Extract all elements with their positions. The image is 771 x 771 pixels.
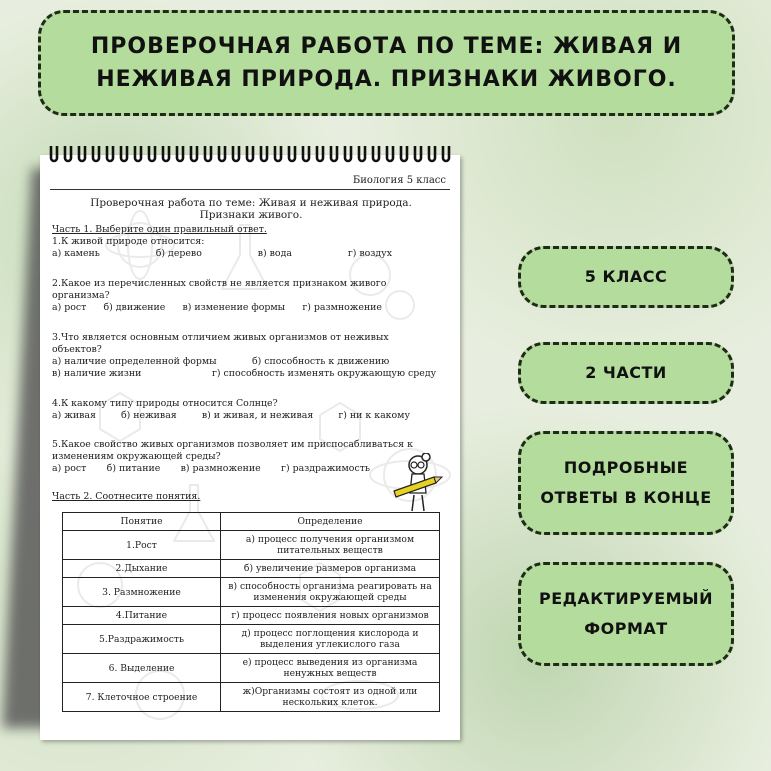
table-row xyxy=(63,683,440,712)
table-row xyxy=(63,531,440,560)
q3-line1: 3.Что является основным отличием живых организмов от неживых xyxy=(52,332,389,343)
badge-answers xyxy=(518,431,734,535)
q5-options xyxy=(52,463,370,475)
table-row xyxy=(63,625,440,654)
q3-options-row2 xyxy=(52,368,450,380)
q4-option-b: б) неживая xyxy=(120,410,177,421)
q4-option-a: а) живая xyxy=(52,410,96,421)
badge-parts xyxy=(518,342,734,404)
q1-option-c: в) вода xyxy=(257,248,292,259)
part1-heading: Часть 1. Выберите один правильный ответ. xyxy=(52,224,267,235)
q2-line2: организма? xyxy=(52,290,110,301)
badge-format-text: РЕДАКТИРУЕМЫЙ ФОРМАТ xyxy=(538,589,714,638)
table-cell-concept: 3. Размножение xyxy=(63,578,221,607)
table-cell-concept: 7. Клеточное строение xyxy=(63,683,221,712)
q1-option-d: г) воздух xyxy=(347,248,392,259)
worksheet-subject: Биология 5 класс xyxy=(352,175,446,186)
q2-option-d: г) размножение xyxy=(302,302,382,313)
q5-option-b: б) питание xyxy=(106,463,161,474)
q4-option-d: г) ни к какому xyxy=(338,410,410,421)
table-cell-concept: 5.Раздражимость xyxy=(63,625,221,654)
q1-options xyxy=(52,248,392,260)
table-cell-concept: 4.Питание xyxy=(63,607,221,625)
q4-text: 4.К какому типу природы относится Солнце? xyxy=(52,398,278,409)
table-cell-concept: 1.Рост xyxy=(63,531,221,560)
banner-title: ПРОВЕРОЧНАЯ РАБОТА ПО ТЕМЕ: ЖИВАЯ И НЕЖИВАЯ ПРИРОДА. ПРИЗНАКИ ЖИВОГО. xyxy=(90,34,683,92)
q5-option-a: а) рост xyxy=(52,463,87,474)
worksheet-title-line2: Признаки живого. xyxy=(199,209,303,221)
table-cell-definition: е) процесс выведения из организма ненужных веществ xyxy=(221,654,440,683)
table-header-concept: Понятие xyxy=(63,513,221,531)
badge-grade-text: 5 КЛАСС xyxy=(584,267,668,286)
q4-options xyxy=(52,410,410,422)
badge-answers-text: ПОДРОБНЫЕ ОТВЕТЫ В КОНЦЕ xyxy=(540,458,712,507)
spiral-binding xyxy=(40,140,460,170)
badge-parts-text: 2 ЧАСТИ xyxy=(585,363,667,382)
q1-text: 1.К живой природе относится: xyxy=(52,236,205,247)
table-row xyxy=(63,578,440,607)
q2-options xyxy=(52,302,382,314)
q5-line2: изменениям окружающей среды? xyxy=(52,451,221,462)
q2 xyxy=(52,278,450,314)
matching-table xyxy=(62,512,440,712)
q2-line1: 2.Какое из перечисленных свойств не является признаком живого xyxy=(52,278,387,289)
q1-option-a: а) камень xyxy=(52,248,100,259)
badge-format xyxy=(518,562,734,666)
q4 xyxy=(52,398,450,422)
table-cell-definition: в) способность организма реагировать на изменения окружающей среды xyxy=(221,578,440,607)
q2-option-a: а) рост xyxy=(52,302,87,313)
table-row xyxy=(63,607,440,625)
table-header-row xyxy=(63,513,440,531)
q1-option-b: б) дерево xyxy=(155,248,202,259)
q3-option-a: а) наличие определенной формы xyxy=(52,356,217,367)
q5-line1: 5.Какое свойство живых организмов позволяет им приспосабливаться к xyxy=(52,439,413,450)
subject-divider xyxy=(50,189,450,190)
pencil-girl-illustration xyxy=(388,453,444,517)
q4-option-c: в) и живая, и неживая xyxy=(201,410,314,421)
table-cell-definition: г) процесс появления новых организмов xyxy=(221,607,440,625)
q3 xyxy=(52,332,450,380)
worksheet-title-line1: Проверочная работа по теме: Живая и неживая природа. xyxy=(90,197,412,209)
table-cell-definition: д) процесс поглощения кислорода и выделения углекислого газа xyxy=(221,625,440,654)
table-cell-definition: б) увеличение размеров организма xyxy=(221,560,440,578)
table-row xyxy=(63,654,440,683)
q5-option-d: г) раздражимость xyxy=(281,463,370,474)
worksheet-paper xyxy=(40,155,460,740)
q2-option-b: б) движение xyxy=(103,302,166,313)
part2-heading: Часть 2. Соотнесите понятия. xyxy=(52,491,201,502)
q3-option-b: б) способность к движению xyxy=(252,356,390,367)
table-cell-concept: 2.Дыхание xyxy=(63,560,221,578)
table-cell-concept: 6. Выделение xyxy=(63,654,221,683)
q3-line2: объектов? xyxy=(52,344,102,355)
q3-option-c: в) наличие жизни xyxy=(52,368,142,379)
q2-option-c: в) изменение формы xyxy=(182,302,286,313)
table-row xyxy=(63,560,440,578)
table-cell-definition: ж)Организмы состоят из одной или нескольких клеток. xyxy=(221,683,440,712)
badge-grade xyxy=(518,246,734,308)
q3-options-row1 xyxy=(52,356,450,368)
q5-option-c: в) размножение xyxy=(180,463,261,474)
q3-option-d: г) способность изменять окружающую среду xyxy=(212,368,437,379)
table-header-definition: Определение xyxy=(221,513,440,531)
title-banner xyxy=(38,10,735,116)
table-cell-definition: а) процесс получения организмом питательных веществ xyxy=(221,531,440,560)
